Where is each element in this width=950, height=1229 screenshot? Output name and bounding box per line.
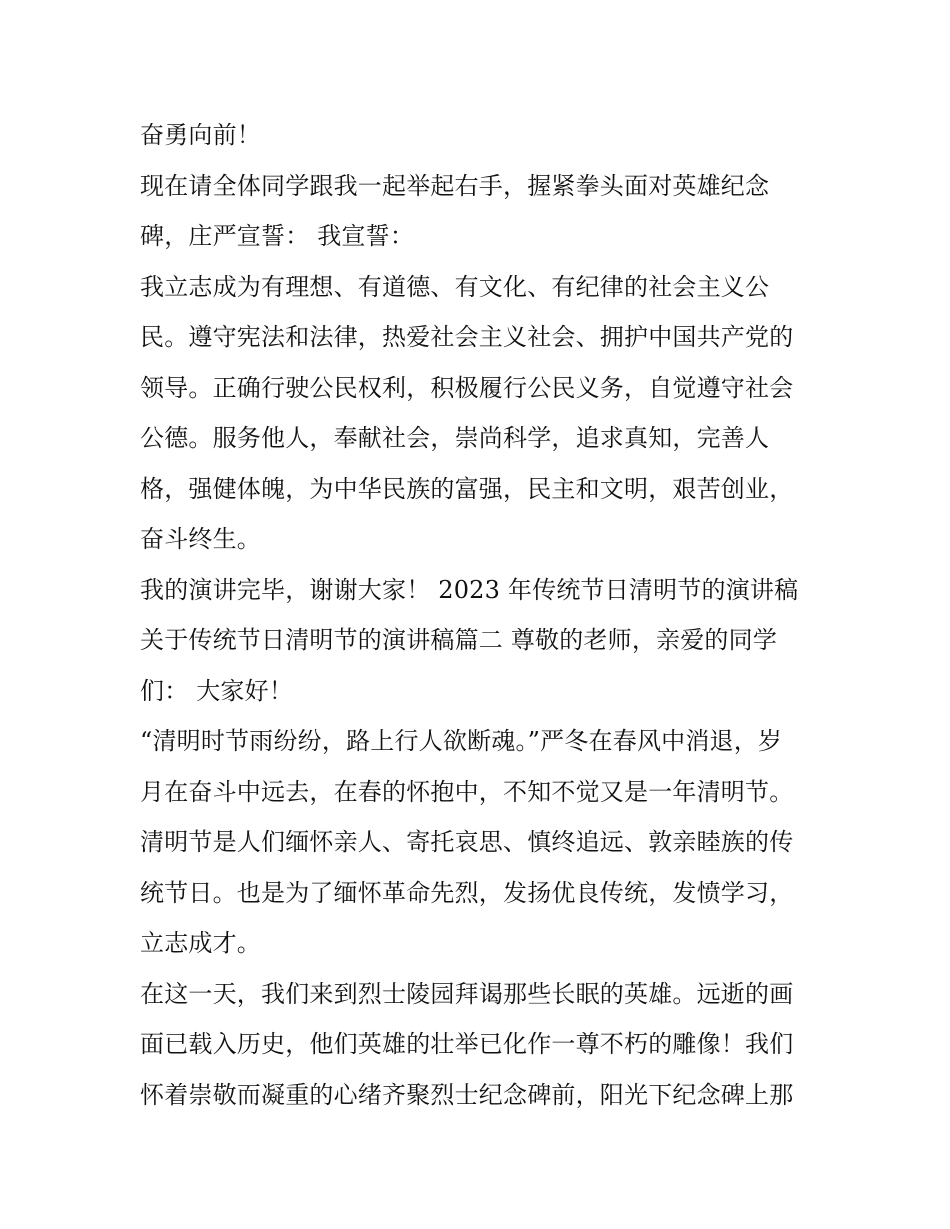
text-line: 立志成才。 — [140, 929, 261, 957]
text-line: 清明节是人们缅怀亲人、寄托哀思、慎终追远、敦亲睦族的传 — [140, 828, 794, 856]
text-line: 月在奋斗中远去，在春的怀抱中，不知不觉又是一年清明节。 — [140, 777, 794, 806]
text-line: 奋勇向前！ — [140, 121, 261, 149]
text-line: 我的演讲完毕，谢谢大家！ 2023 年传统节日清明节的演讲稿 — [140, 575, 799, 604]
text-line: 现在请全体同学跟我一起举起右手，握紧拳头面对英雄纪念 — [140, 171, 770, 200]
body-text — [140, 110, 820, 1120]
text-line: “清明时节雨纷纷，路上行人欲断魂。”严冬在春风中消退，岁 — [140, 727, 783, 755]
text-line: 领导。正确行驶公民权利，积极履行公民义务，自觉遵守社会 — [140, 373, 794, 402]
text-line: 民。遵守宪法和法律，热爱社会主义社会、拥护中国共产党的 — [140, 323, 794, 351]
text-line: 关于传统节日清明节的演讲稿篇二 尊敬的老师，亲爱的同学 — [140, 626, 778, 654]
text-line: 公德。服务他人，奉献社会，崇尚科学，追求真知，完善人 — [140, 424, 770, 452]
text-line: 格，强健体魄，为中华民族的富强，民主和文明，艰苦创业， — [140, 474, 794, 503]
text-line: 怀着崇敬而凝重的心绪齐聚烈士纪念碑前，阳光下纪念碑上那 — [140, 1080, 794, 1109]
text-line: 统节日。也是为了缅怀革命先烈，发扬优良传统，发愤学习， — [140, 878, 794, 907]
text-line: 在这一天，我们来到烈士陵园拜谒那些长眠的英雄。远逝的画 — [140, 979, 794, 1008]
text-line: 奋斗终生。 — [140, 525, 261, 553]
text-line: 碑，庄严宣誓： 我宣誓： — [140, 222, 415, 250]
text-line: 我立志成为有理想、有道德、有文化、有纪律的社会主义公 — [140, 272, 770, 301]
text-line: 面已载入历史，他们英雄的壮举已化作一尊不朽的雕像！我们 — [140, 1030, 794, 1058]
text-line: 们： 大家好！ — [140, 676, 294, 705]
